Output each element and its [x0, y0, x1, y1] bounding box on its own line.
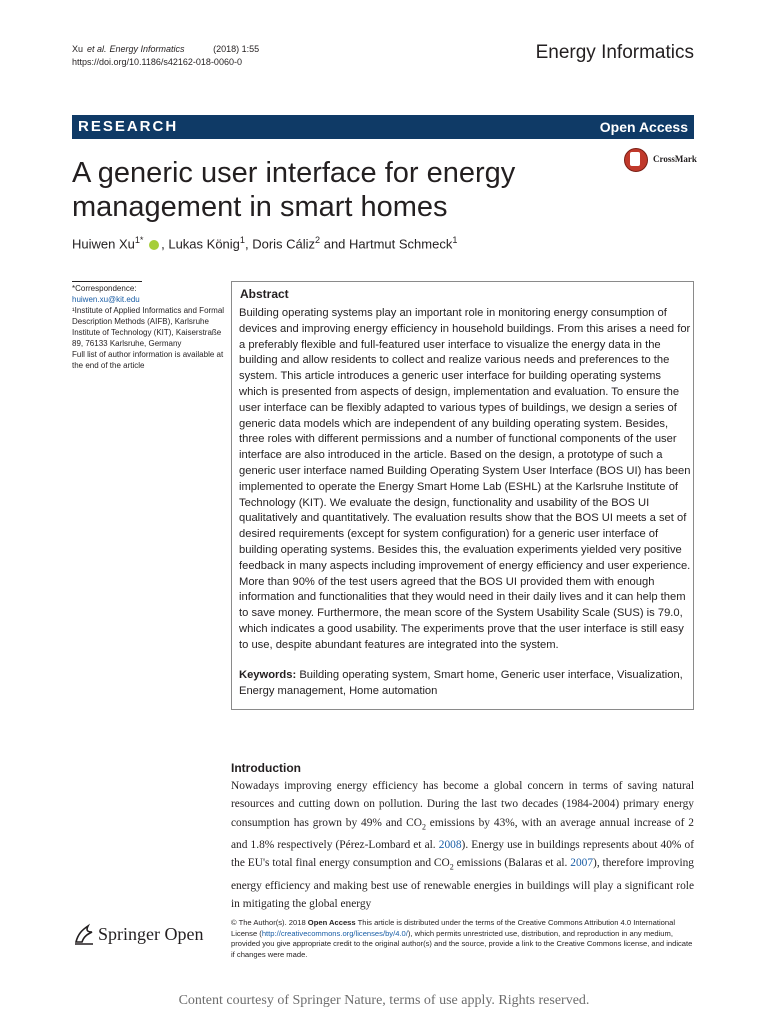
- affiliation-text: ¹Institute of Applied Informatics and Formal Description Methods (AIFB), Karlsruhe Institute of Technology (KIT), Kaiserstraße 89, 76133 Karlsruhe, Germany: [72, 306, 225, 348]
- author-name[interactable]: Huiwen Xu: [72, 236, 135, 252]
- author-affiliation: 1*: [134, 235, 144, 245]
- crossmark-icon-inner: [630, 152, 640, 166]
- intro-text: Nowadays improving energy efficiency has become a global concern in terms of saving natural resources and cutting down on pollution. During the last two decades (1984-2004) primary energy consumption has grown by 49% and CO: [231, 780, 694, 829]
- author-affiliation: 2: [315, 235, 321, 245]
- citation-etal: et al.: [87, 44, 107, 54]
- keywords-label: Keywords:: [239, 669, 297, 681]
- doi-link[interactable]: https://doi.org/10.1186/s42162-018-0060-0: [72, 57, 242, 67]
- author-affiliation: 1: [239, 235, 245, 245]
- correspondence-label: *Correspondence:: [72, 284, 137, 293]
- article-type-banner: [72, 115, 694, 139]
- license-link[interactable]: http://creativecommons.org/licenses/by/4.0/: [261, 928, 408, 938]
- springer-open-wordmark: Springer Open: [98, 924, 204, 944]
- reference-link[interactable]: 2007: [570, 857, 594, 870]
- author-separator: ,: [244, 236, 253, 252]
- article-type-label: RESEARCH: [78, 118, 179, 135]
- article-title: A generic user interface for energy management in smart homes: [72, 157, 516, 223]
- author-name[interactable]: Hartmut Schmeck: [349, 236, 453, 252]
- license-part: © The Author(s). 2018: [231, 918, 308, 927]
- introduction-paragraph: [231, 777, 694, 914]
- abstract-text: Building operating systems play an important role in monitoring energy consumption of devices and improving energy efficiency in household buildings. From this arises a need for a preferably flexible and full-featured user interface to visualize the energy data in the building and allow residents to collect and realize various needs and preferences to the system. This article introduces a generic user interface for building operating systems which is presented from aspects of design, implementation and evaluation. To ensure the user interface can be flexibly adapted to various types of buildings, we design a series of generic data models which are independent of any building operating system. Besides, three roles with different permissions and a number of functional components of the user interface are also introduced in the article. Based on the design, a prototype of such a generic user interface named Building Operating System User Interface (BOS UI) has been implemented to operate the Energy Smart Home Lab (ESHL) at the Karlsruhe Institute of Technology (KIT). We evaluate the design, functionality and usability of the BOS UI qualitatively and quantitatively. The evaluation results show that the BOS UI meets a set of desired requirements (except for system configuration) for a generic user interface of building operating systems. Besides this, the evaluation experiments yielded very positive feedback in many aspects including improvement of energy efficiency and user experience. More than 90% of the test users agreed that the BOS UI provided them with enough information and functionalities that they would need in their daily lives and it can help them to save money. Furthermore, the mean score of the System Usability Scale (SUS) is 79.0, which indicates a good usability. The experiments prove that the user interface is still easy to use, despite abundant features are integrated into the system.: [239, 307, 691, 651]
- citation-journal: Energy Informatics: [109, 44, 185, 54]
- running-header: [72, 43, 263, 69]
- correspondence-email[interactable]: huiwen.xu@kit.edu: [72, 295, 140, 304]
- author-name[interactable]: Doris Cáliz: [252, 236, 316, 252]
- license-text: [231, 918, 694, 960]
- reference-link[interactable]: 2008: [438, 839, 462, 852]
- author-separator: and: [320, 236, 350, 252]
- journal-name: Energy Informatics: [535, 42, 694, 63]
- subscript: 2: [449, 862, 454, 872]
- open-access-label: Open Access: [599, 119, 688, 135]
- author-affiliation: 1: [452, 235, 458, 245]
- keywords: [239, 668, 691, 700]
- license-part: ), which permits unrestricted use, distribution, and reproduction in any medium, provided you give appropriate credit to the original author(s) and the source, provide a link to the Creative Commons license, and indicate if changes were made.: [231, 928, 693, 959]
- intro-text: ). Energy use in buildings represents about 40% of the EU's total final energy consumption and CO: [231, 839, 695, 870]
- author-list: [72, 235, 457, 251]
- keywords-list: Building operating system, Smart home, Generic user interface, Visualization, Energy management, Home automation: [239, 669, 683, 697]
- intro-text: ), therefore improving energy efficiency and making best use of renewable energies in buildings will play a significant role in mitigating the global energy: [231, 857, 694, 911]
- intro-text: emissions by 43%, with an average annual increase of 2 and 1.8% respectively (Pérez-Lombard et al.: [231, 816, 694, 852]
- abstract-heading: Abstract: [240, 287, 289, 301]
- courtesy-notice: Content courtesy of Springer Nature, terms of use apply. Rights reserved.: [178, 993, 590, 1008]
- author-separator: ,: [161, 236, 169, 252]
- citation-year: (2018) 1:55: [213, 44, 260, 54]
- intro-text: emissions (Balaras et al.: [453, 857, 571, 870]
- springer-horse-icon: [72, 920, 96, 946]
- orcid-icon[interactable]: [149, 240, 159, 250]
- subscript: 2: [421, 821, 426, 831]
- abstract-box: [231, 281, 694, 710]
- crossmark-badge[interactable]: [624, 148, 697, 174]
- crossmark-label: CrossMark: [653, 154, 697, 164]
- citation-authors: Xu: [72, 44, 84, 54]
- correspondence-block: [72, 281, 232, 371]
- license-part: This article is distributed under the terms of the Creative Commons Attribution 4.0 International License (: [231, 918, 676, 938]
- springer-open-logo: [72, 917, 222, 953]
- author-name[interactable]: Lukas König: [168, 236, 240, 252]
- license-open-access: Open Access: [307, 918, 356, 927]
- author-info-note: Full list of author information is available at the end of the article: [72, 350, 224, 370]
- section-heading-introduction: Introduction: [231, 761, 301, 775]
- divider: [72, 281, 142, 282]
